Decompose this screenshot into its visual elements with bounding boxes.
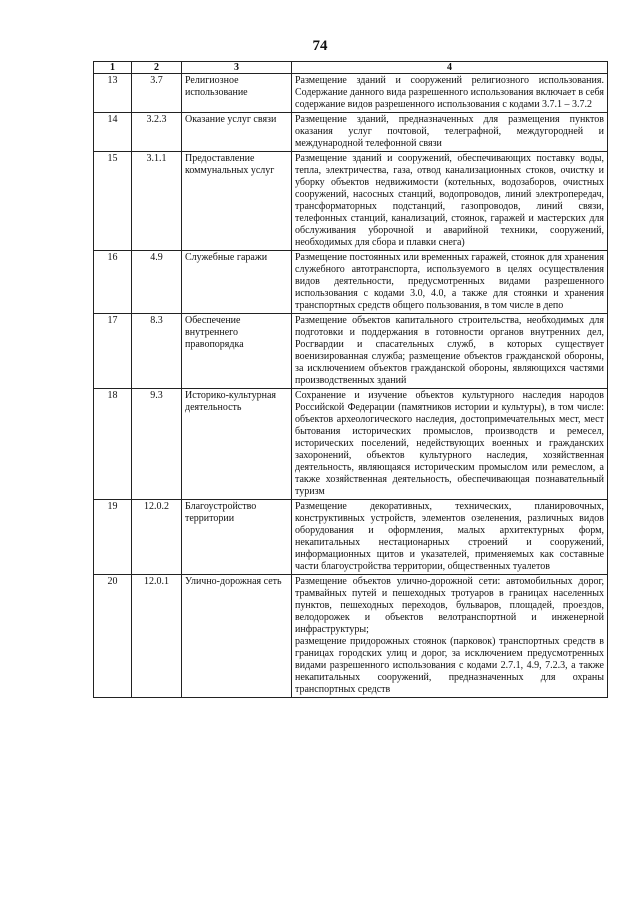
row-number-cell: 18 (94, 389, 132, 500)
use-code-cell: 4.9 (132, 251, 182, 314)
use-description-cell (292, 575, 608, 698)
description-paragraph: размещение придорожных стоянок (парковок) транспортных средств в границах городских улиц и дорог, за исключением предусмотренных видами разрешенного использования с кодами 2.7.1, 4.9, 7.2.3, а также некапитальных сооружений, предназначенных для охраны транспортных средств (295, 636, 604, 695)
table-header-row (94, 62, 608, 74)
use-description-cell (292, 500, 608, 575)
table-row (94, 74, 608, 113)
table-row (94, 152, 608, 251)
land-use-table (93, 61, 608, 698)
use-code-cell: 3.7 (132, 74, 182, 113)
row-number-cell: 15 (94, 152, 132, 251)
description-paragraph: Размещение постоянных или временных гаражей, стоянок для хранения служебного автотранспорта, используемого в целях осуществления видов деятельности, предусмотренных видами разрешенного использования с кодами 3.0, 4.0, а также для стоянки и хранения транспортных средств общего пользования, в том числе в депо (295, 252, 604, 311)
use-name-cell: Обеспечение внутреннего правопорядка (182, 314, 292, 389)
use-code-cell: 3.2.3 (132, 113, 182, 152)
description-paragraph: Размещение декоративных, технических, планировочных, конструктивных устройств, элементов озеленения, различных видов оборудования и оформления, малых архитектурных форм, некапитальных нестационарных строений и сооружений, информационных щитов и указателей, применяемых как составные части благоустройства территории, общественных туалетов (295, 501, 604, 572)
use-name-cell: Служебные гаражи (182, 251, 292, 314)
use-name-cell: Религиозное использование (182, 74, 292, 113)
use-description-cell (292, 113, 608, 152)
use-name-cell: Историко-культурная деятельность (182, 389, 292, 500)
row-number-cell: 19 (94, 500, 132, 575)
description-paragraph: Размещение зданий и сооружений религиозного использования. Содержание данного вида разрешенного использования включает в себя содержание видов разрешенного использования с кодами 3.7.1 – 3.7.2 (295, 75, 604, 110)
use-code-cell: 12.0.1 (132, 575, 182, 698)
table-row (94, 113, 608, 152)
description-paragraph: Размещение зданий и сооружений, обеспечивающих поставку воды, тепла, электричества, газа, отвод канализационных стоков, очистку и уборку объектов недвижимости (котельных, водозаборов, очистных сооружений, насосных станций, водопроводов, линий электропередач, трансформаторных подстанций, газопроводов, линий связи, телефонных станций, канализаций, стоянок, гаражей и мастерских для обслуживания уборочной и аварийной техники, сооружений, необходимых для сбора и плавки снега) (295, 153, 604, 248)
use-name-cell: Предоставление коммунальных услуг (182, 152, 292, 251)
row-number-cell: 14 (94, 113, 132, 152)
header-col-1: 1 (94, 62, 132, 74)
table-row (94, 314, 608, 389)
table-row (94, 575, 608, 698)
use-description-cell (292, 152, 608, 251)
table-row (94, 251, 608, 314)
use-name-cell: Оказание услуг связи (182, 113, 292, 152)
page-number: 74 (312, 38, 328, 54)
use-code-cell: 9.3 (132, 389, 182, 500)
header-col-2: 2 (132, 62, 182, 74)
use-description-cell (292, 251, 608, 314)
use-code-cell: 8.3 (132, 314, 182, 389)
use-description-cell (292, 389, 608, 500)
row-number-cell: 16 (94, 251, 132, 314)
use-description-cell (292, 74, 608, 113)
use-code-cell: 12.0.2 (132, 500, 182, 575)
use-code-cell: 3.1.1 (132, 152, 182, 251)
row-number-cell: 13 (94, 74, 132, 113)
header-col-3: 3 (182, 62, 292, 74)
table-row (94, 389, 608, 500)
row-number-cell: 20 (94, 575, 132, 698)
use-name-cell: Благоустройство территории (182, 500, 292, 575)
header-col-4: 4 (292, 62, 608, 74)
table-row (94, 500, 608, 575)
description-paragraph: Сохранение и изучение объектов культурного наследия народов Российской Федерации (памятников истории и культуры), в том числе: объектов археологического наследия, достопримечательных мест, мест бытования исторических промыслов, производств и ремесел, исторических поселений, недействующих военных и гражданских захоронений, объектов культурного наследия, хозяйственная деятельность, являющаяся историческим промыслом или ремеслом, а также хозяйственная деятельность, обеспечивающая познавательный туризм (295, 390, 604, 497)
use-name-cell: Улично-дорожная сеть (182, 575, 292, 698)
description-paragraph: Размещение объектов капитального строительства, необходимых для подготовки и поддержания в готовности органов внутренних дел, Росгвардии и спасательных служб, в которых существует военизированная служба; размещение объектов гражданской обороны, за исключением объектов гражданской обороны, являющихся частями производственных зданий (295, 315, 604, 386)
description-paragraph: Размещение объектов улично-дорожной сети: автомобильных дорог, трамвайных путей и пешеходных тротуаров в границах населенных пунктов, пешеходных переходов, бульваров, площадей, проездов, велодорожек и объектов велотранспортной и инженерной инфраструктуры; (295, 576, 604, 635)
table-body (94, 74, 608, 698)
use-description-cell (292, 314, 608, 389)
row-number-cell: 17 (94, 314, 132, 389)
description-paragraph: Размещение зданий, предназначенных для размещения пунктов оказания услуг почтовой, телеграфной, междугородней и международной телефонной связи (295, 114, 604, 149)
